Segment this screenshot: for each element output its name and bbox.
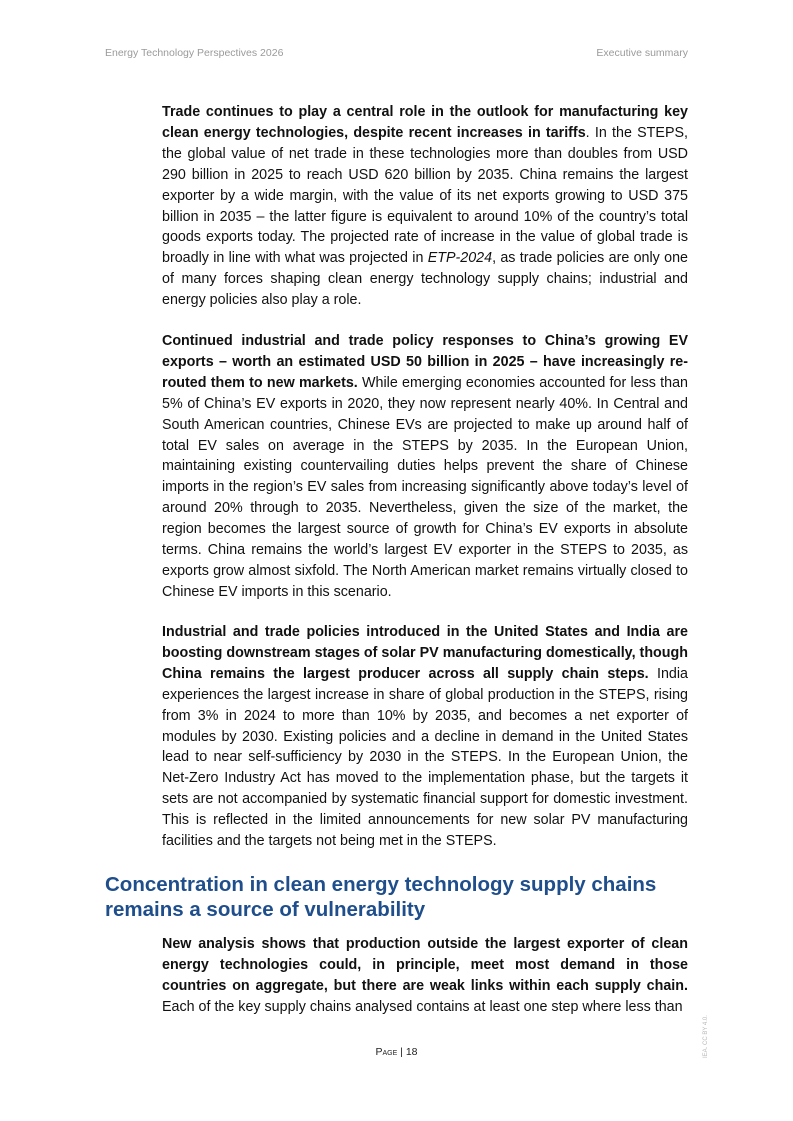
license-notice: IEA. CC BY 4.0.	[703, 1015, 709, 1058]
paragraph-lead: Trade continues to play a central role in the outlook for manufacturing key clean energy technologies, despite recent increases in tariffs	[162, 104, 688, 141]
page-label: Page	[375, 1046, 398, 1058]
paragraph-body: Each of the key supply chains analysed contains at least one step where less than	[162, 998, 683, 1015]
paragraph-ev-exports	[162, 331, 688, 603]
paragraph-trade	[162, 102, 688, 311]
paragraph-lead: Industrial and trade policies introduced in the United States and India are boosting downstream stages of solar PV manufacturing domestically, though China remains the largest producer across all supply chain steps.	[162, 624, 688, 682]
paragraph-body-continued: , as trade policies are only one of many forces shaping clean energy technology supply chains; industrial and energy policies also play a role.	[162, 250, 688, 309]
section-heading: Concentration in clean energy technology supply chains remains a source of vulnerability	[105, 873, 657, 921]
page-footer	[0, 1046, 793, 1058]
page-separator: |	[397, 1046, 406, 1058]
paragraph-body: India experiences the largest increase in share of global production in the STEPS, rising from 3% in 2024 to more than 10% by 2035, and becomes a net exporter of modules by 2030. Existing policies and a decline in demand in the United States lead to near self-sufficiency by 2030 in the STEPS. In the European Union, the Net-Zero Industry Act has moved to the implementation phase, but the targets it sets are not accompanied by systematic financial support for domestic investment. This is reflected in the limited announcements for new solar PV manufacturing facilities and the targets not being met in the STEPS.	[162, 665, 688, 850]
paragraph-lead: Continued industrial and trade policy responses to China’s growing EV exports – worth an estimated USD 50 billion in 2025 – have increasingly re-routed them to new markets.	[162, 333, 688, 391]
report-reference: ETP-2024	[427, 250, 493, 267]
paragraph-lead: New analysis shows that production outside the largest exporter of clean energy technologies could, in principle, meet most demand in those countries on aggregate, but there are weak links within each supply chain.	[162, 936, 688, 994]
chapter-title: Executive summary	[596, 47, 688, 59]
paragraph-new-analysis	[162, 934, 688, 1018]
report-title: Energy Technology Perspectives 2026	[105, 47, 284, 59]
paragraph-solar-pv	[162, 622, 688, 852]
paragraph-body: . In the STEPS, the global value of net trade in these technologies more than doubles from USD 290 billion in 2025 to reach USD 620 billion by 2035. China remains the largest exporter by a wide margin, with the value of its net exports growing to USD 375 billion in 2035 – the latter figure is equivalent to around 10% of the country’s total goods exports today. The projected rate of increase in the value of global trade is broadly in line with what was projected in	[162, 124, 688, 267]
page-number: 18	[405, 1046, 418, 1058]
paragraph-body: While emerging economies accounted for less than 5% of China’s EV exports in 2020, they now represent nearly 40%. In Central and South American countries, Chinese EVs are projected to make up around half of total EV sales on average in the STEPS by 2035. In the European Union, maintaining existing countervailing duties helps prevent the share of Chinese imports in the region’s EV sales from increasing significantly above today’s level of around 20% through to 2035. Nevertheless, given the size of the market, the region becomes the largest source of growth for China’s EV exports in absolute terms. China remains the world’s largest EV exporter in the STEPS to 2035, as exports grow almost sixfold. The North American market remains virtually closed to Chinese EV imports in this scenario.	[162, 374, 688, 600]
